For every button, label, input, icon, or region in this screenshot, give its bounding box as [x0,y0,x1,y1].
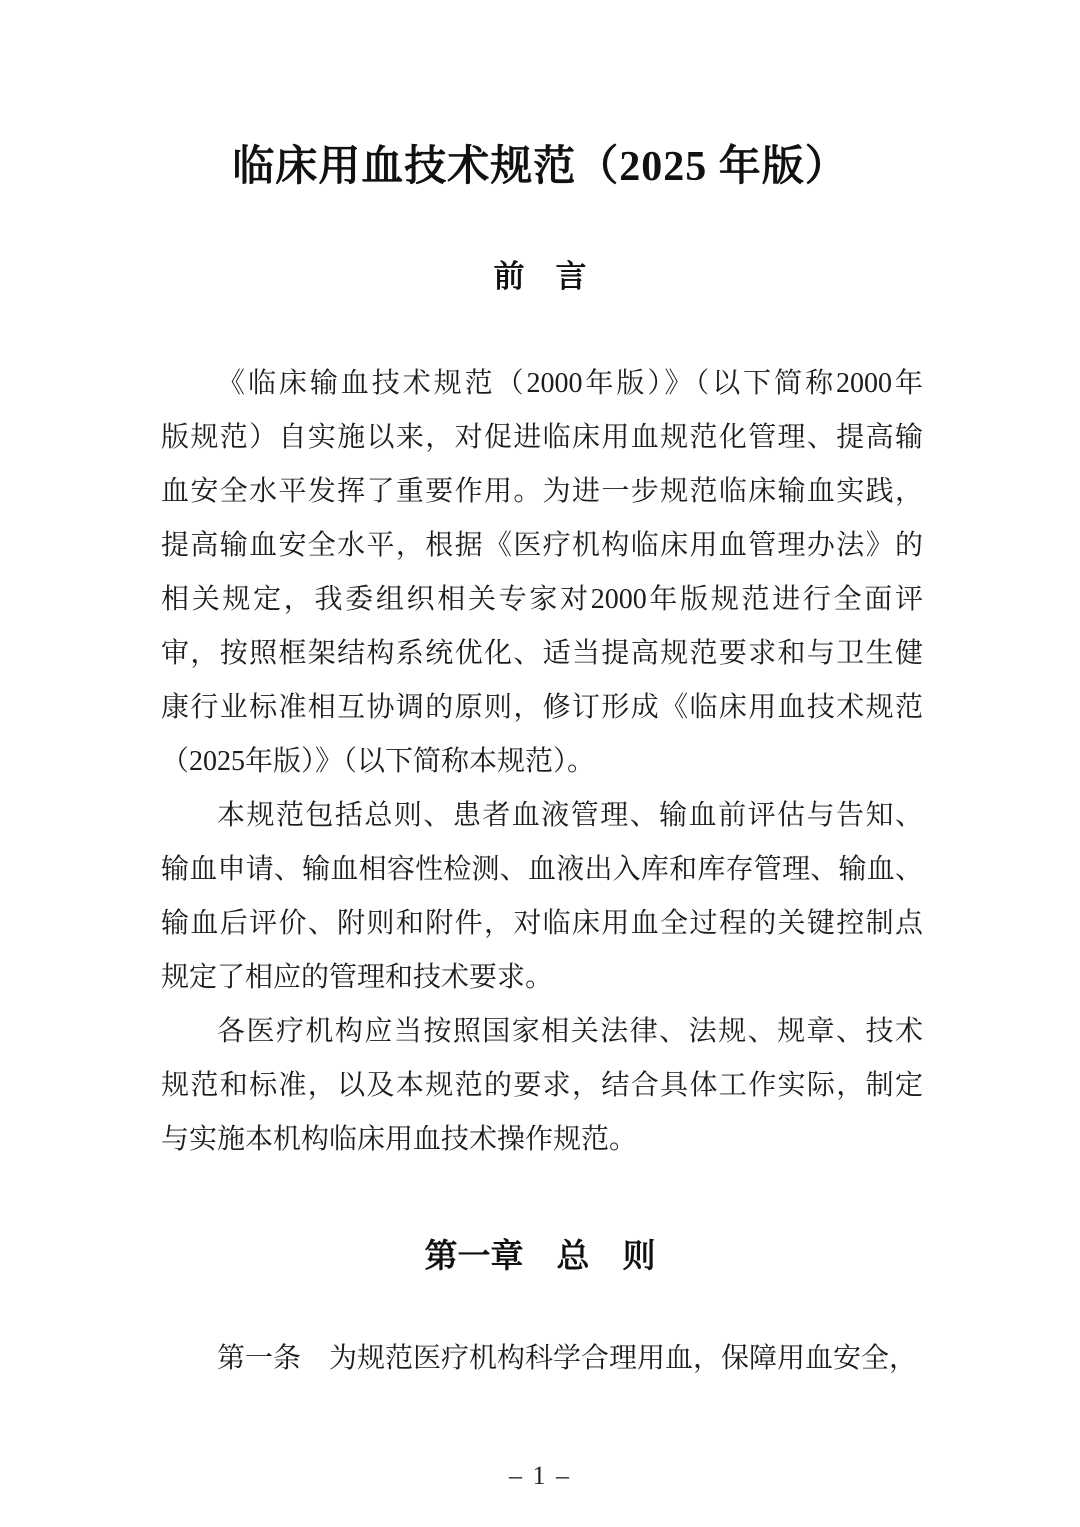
text-line: 康行业标准相互协调的原则，修订形成《临床用血技术规范 [161,692,923,723]
text-line: 版规范）自实施以来，对促进临床用血规范化管理、提高输 [161,422,923,453]
text-line: 输血后评价、附则和附件，对临床用血全过程的关键控制点 [161,908,923,939]
page-number: – 1 – [509,1461,571,1490]
text-line: 规定了相应的管理和技术要求。 [161,962,554,993]
text-line: 与实施本机构临床用血技术操作规范。 [161,1124,638,1155]
chapter-heading: 第一章 总 则 [424,1237,656,1274]
preface-heading: 前 言 [493,259,587,294]
text-line: 审，按照框架结构系统优化、适当提高规范要求和与卫生健 [161,638,923,669]
preface-body [161,357,923,1167]
text-line: 本规范包括总则、患者血液管理、输血前评估与告知、 [217,800,923,831]
text-line: 《临床输血技术规范（2000年版）》（以下简称2000年 [217,368,923,399]
text-line: 第一条 为规范医疗机构科学合理用血，保障用血安全， [217,1343,918,1374]
text-line: 相关规定，我委组织相关专家对2000年版规范进行全面评 [161,584,923,615]
text-line: （2025年版）》（以下简称本规范）。 [161,746,596,777]
article-body [161,1332,923,1386]
text-line: 血安全水平发挥了重要作用。为进一步规范临床输血实践， [161,476,923,507]
text-line: 提高输血安全水平，根据《医疗机构临床用血管理办法》的 [161,530,923,561]
text-line: 各医疗机构应当按照国家相关法律、法规、规章、技术 [217,1016,923,1047]
text-line: 规范和标准，以及本规范的要求，结合具体工作实际，制定 [161,1070,923,1101]
text-line: 输血申请、输血相容性检测、血液出入库和库存管理、输血、 [161,854,923,885]
document-title: 临床用血技术规范（2025 年版） [232,144,848,190]
